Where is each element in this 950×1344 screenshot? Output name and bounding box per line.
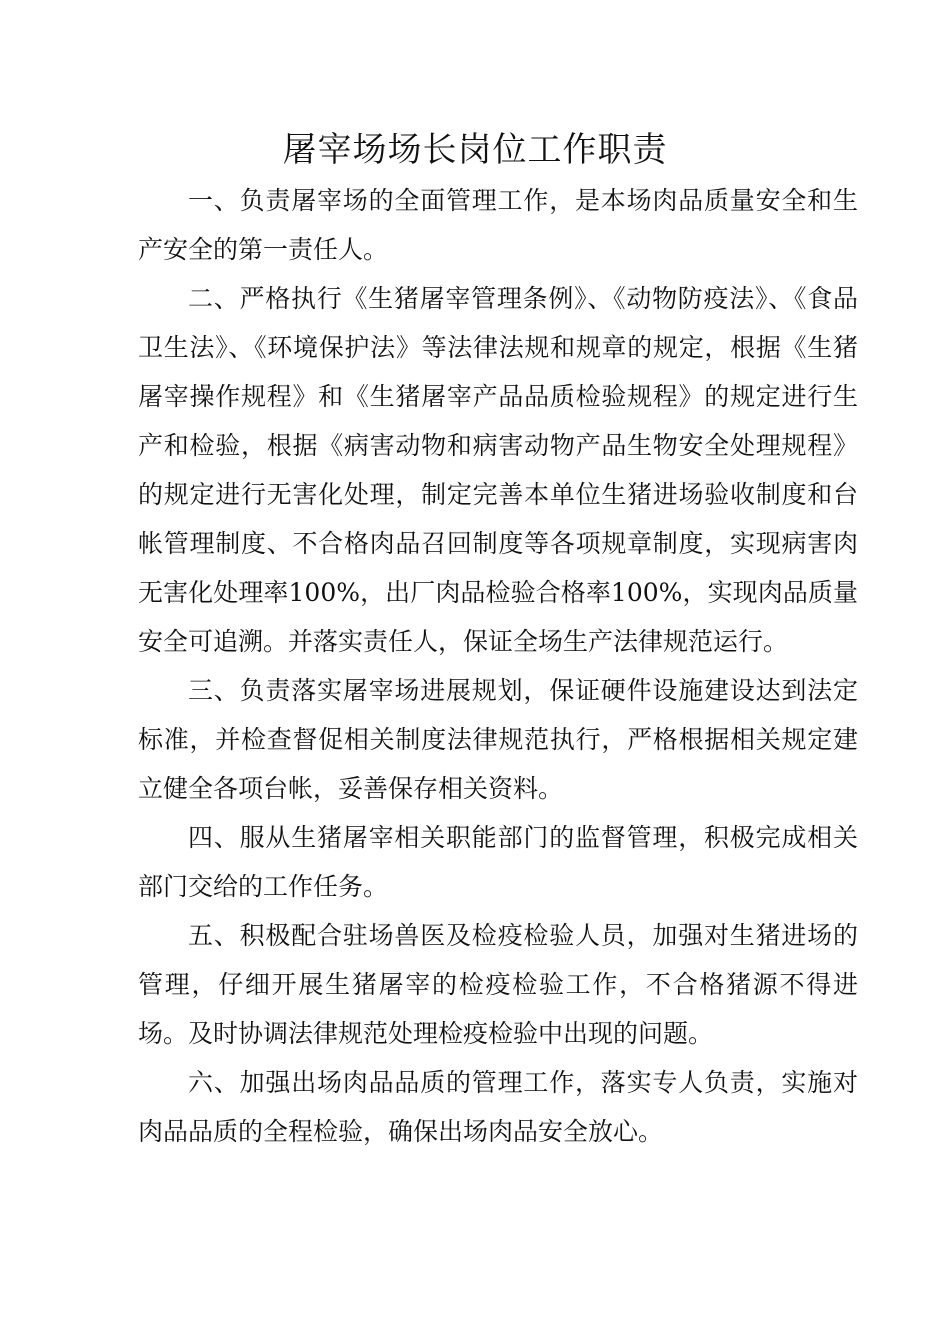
paragraph-5: 五、积极配合驻场兽医及检疫检验人员，加强对生猪进场的管理，仔细开展生猪屠宰的检疫检验工作，不合格猪源不得进场。及时协调法律规范处理检疫检验中出现的问题。 (138, 921, 858, 1048)
document-title: 屠宰场场长岗位工作职责 (282, 130, 668, 170)
paragraph-3: 三、负责落实屠宰场进展规划，保证硬件设施建设达到法定标准，并检查督促相关制度法律规范执行，严格根据相关规定建立健全各项台帐，妥善保存相关资料。 (138, 676, 858, 803)
paragraph-2: 二、严格执行《生猪屠宰管理条例》、《动物防疫法》、《食品卫生法》、《环境保护法》等法律法规和规章的规定，根据《生猪屠宰操作规程》和《生猪屠宰产品品质检验规程》的规定进行生产和检验，根据《病害动物和病害动物产品生物安全处理规程》的规定进行无害化处理，制定完善本单位生猪进场验收制度和台帐管理制度、不合格肉品召回制度等各项规章制度，实现病害肉无害化处理率100%，出厂肉品检验合格率100%，实现肉品质量安全可追溯。并落实责任人，保证全场生产法律规范运行。 (138, 284, 858, 656)
paragraph-1: 一、负责屠宰场的全面管理工作，是本场肉品质量安全和生产安全的第一责任人。 (138, 186, 858, 264)
paragraph-4: 四、服从生猪屠宰相关职能部门的监督管理，积极完成相关部门交给的工作任务。 (138, 823, 858, 901)
paragraph-6: 六、加强出场肉品品质的管理工作，落实专人负责，实施对肉品品质的全程检验，确保出场肉品安全放心。 (138, 1068, 858, 1146)
document-body (138, 176, 858, 1156)
